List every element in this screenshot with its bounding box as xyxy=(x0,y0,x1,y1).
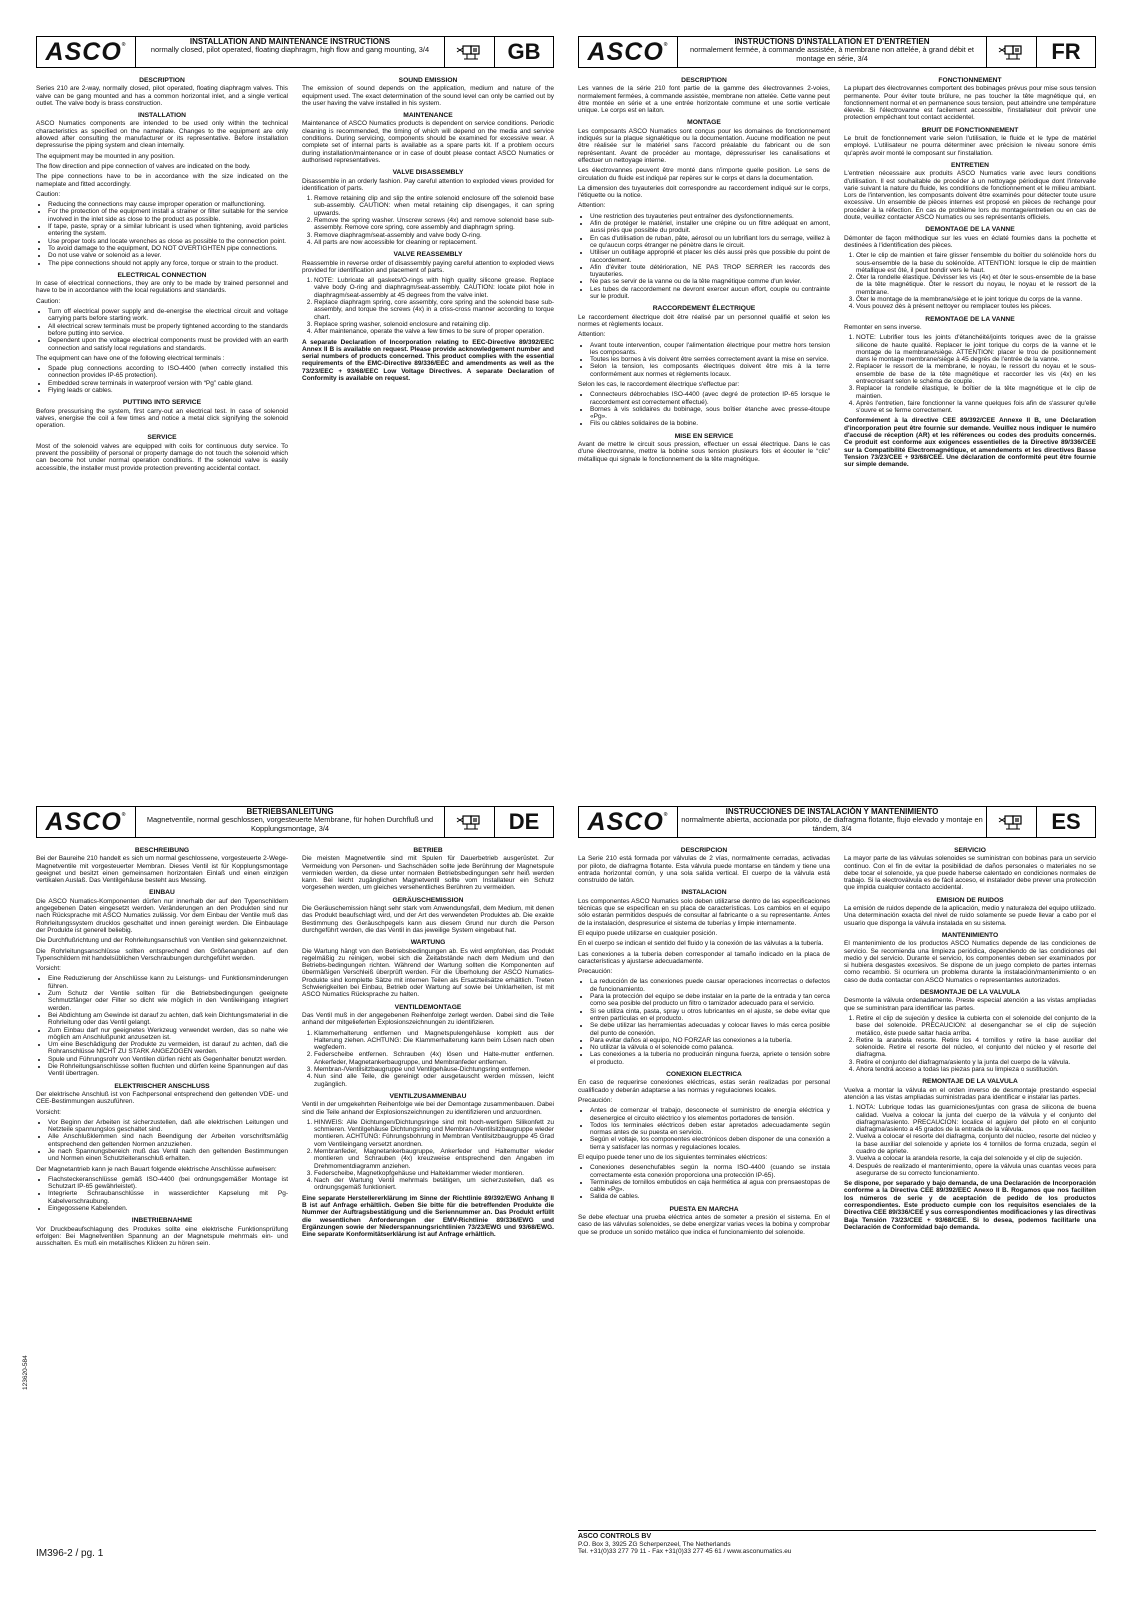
paragraph: Before pressurising the system, first carry-out an electrical test. In case of solenoid valves, energise the coil a few times and notice a metal click signifying the solenoid operation. xyxy=(36,407,288,430)
paragraph: Die Durchflußrichtung und der Rohrleitungsanschluß von Ventilen sind gekennzeichnet. xyxy=(36,937,288,945)
column-left xyxy=(36,842,288,1251)
list-item: 2. Replace diaphragm spring, core assembly, core spring and the solenoid base sub-assembly, and torque the screws (4x) in a criss-cross manner according to torque chart. xyxy=(314,299,554,321)
footer-company: ASCO CONTROLS BV xyxy=(578,1533,652,1540)
paragraph: Attention: xyxy=(578,202,606,210)
paragraph: Most of the solenoid valves are equipped with coils for continuous duty service. To prevent the possibility of personal or property damage do not touch the solenoid which can become hot under normal operation conditions. If the solenoid valve is easily accessible, the installer must provide protection preventing accidental contact. xyxy=(36,442,288,472)
declaration-text: Eine separate Herstellererklärung im Sinne der Richtlinie 89/392/EWG Anhang II B ist auf Anfrage erhältlich. Geben Sie bitte für die betreffenden Produkte die Nummer der Auftragsbestätigung und die Seriennummer an. Das Produkt erfüllt die wesentlichen Anforderungen der EMV-Richtlinie 89/336/EWG und Ergänzungen sowie der Niederspannungsrichtlinien 73/23/EWG und 93/68/EWG. Eine separate Konformitätserklärung ist auf Anfrage erhältlich. xyxy=(302,1194,554,1239)
paragraph: En el cuerpo se indican el sentido del fluido y la conexión de las válvulas a la tubería. xyxy=(578,940,824,948)
paragraph: Caution: xyxy=(36,297,61,305)
list-item: • Si se utiliza cinta, pasta, spray u otros lubricantes en el ajuste, se debe evitar que entren partículas en el producto. xyxy=(590,1008,830,1023)
list-item: 1. NOTE: Lubricate all gaskets/O-rings with high quality silicone grease. Replace valve body O-ring and diaphragm/seat-assembly. CAUTION: locate pilot hole in diaphragm/seat-assembly at 45 degrees from the valve inlet. xyxy=(314,277,554,299)
list-item: 2. Remove the spring washer. Unscrew screws (4x) and remove solenoid base sub-assembly. Remove core spring, core assembly and diaphragm spring. xyxy=(314,217,554,232)
text-columns xyxy=(578,72,1096,472)
list-item: • Zum Schutz der Ventile sollten für die Betriebsbedingungen geeignete Schmutzfänger oder Filter so dicht wie möglich in den Ventileingang integriert werden. xyxy=(48,990,288,1012)
section-heading: EMISION DE RUIDOS xyxy=(936,896,1004,904)
text-columns xyxy=(578,842,1096,1239)
list-item: 1. Retire el clip de sujeción y deslice la cubierta con el solenoide del conjunto de la base del solenoide. PRECAUCION: al desenganchar se el clip de sujeción metálico, éste puede saltar hacia arriba. xyxy=(856,1015,1096,1037)
paragraph: Vorsicht: xyxy=(36,965,61,973)
paragraph: El mantenimiento de los productos ASCO Numatics depende de las condiciones de servicio. Se recomienda una limpieza periódica, dependiendo de las condiciones del medio y del servicio. Durante el servicio, los componentes deben ser examinados por si hubiera desgastes excesivos. Se dispone de un juego completo de partes internas como recambio. Si ocurriera un problema durante la instalación/mantenimiento o en caso de duda contactar con ASCO Numatics o representantes autorizados. xyxy=(844,940,1096,984)
bullet-list xyxy=(578,1164,830,1200)
numbered-list xyxy=(844,1015,1096,1073)
paragraph: La plupart des électrovannes comportent des bobinages prévus pour mise sous tension permanente. Pour éviter toute brûlure, ne pas toucher la tête magnétique qui, en fonctionnement normal et en permanence sous tension, peut atteindre une température élevée. Si l'électrovanne est facilement accessible, l'installateur doit prévoir une protection empêchant tout contact accidentel. xyxy=(844,85,1096,122)
paragraph: Démonter de façon méthodique sur les vues en éclaté fournies dans la pochette et destinées à l'identification des pièces. xyxy=(844,234,1096,249)
list-item: • Se debe utilizar las herramientas adecuadas y colocar llaves lo más cerca posible del punto de conexión. xyxy=(590,1022,830,1037)
header-bar xyxy=(578,806,1096,838)
section-heading: EINBAU xyxy=(149,889,175,897)
list-item: • Um eine Beschädigung der Produkte zu vermeiden, ist darauf zu achten, daß die Rohranschlüsse NICHT ZU STARK ANGEZOGEN werden. xyxy=(48,1041,288,1056)
bullet-list xyxy=(36,308,288,352)
subtitle-text: normalement fermée, à commande assistée, à membrane non attelée, à grand débit et montage en série, 3/4 xyxy=(690,45,974,63)
paragraph: ASCO Numatics components are intended to be used only within the technical characteristics as specified on the nameplate. Changes to the equipment are only allowed after consulting the manufacturer or its representative. Before installation depressurise the piping system and clean internally. xyxy=(36,120,288,150)
list-item: 3. Replace spring washer, solenoid enclosure and retaining clip. xyxy=(314,321,554,328)
language-code: ES xyxy=(1036,807,1095,837)
list-item: • Spade plug connections according to ISO-4400 (when correctly installed this connection provides IP-65 protection). xyxy=(48,365,288,380)
section-heading: ELEKTRISCHER ANSCHLUSS xyxy=(114,1082,210,1090)
paragraph: Los componentes ASCO Numatics solo deben utilizarse dentro de las especificaciones técnicas que se especifican en su placa de características. Los cambios en el equipo sólo estarán permitidos después de consultar al fabricante o a su representante. Antes de la instalación, despresurice el sistema de tuberías y limpie internamente. xyxy=(578,897,830,927)
title-text: INSTALLATION AND MAINTENANCE INSTRUCTIONS xyxy=(189,37,391,46)
list-item: 4. Ahora tendrá acceso a todas las piezas para su limpieza o sustitución. xyxy=(856,1066,1096,1073)
quadrant-english xyxy=(36,36,554,475)
list-item: • Alle Anschlußklemmen sind nach Beendigung der Arbeiten vorschriftsmäßig entsprechend den geltenden Normen anzuziehen. xyxy=(48,1133,288,1148)
numbered-list xyxy=(844,1104,1096,1177)
asco-logo xyxy=(37,37,136,67)
list-item: • Terminales de tornillos embutidos en caja hermética al agua con prensaestopas de cable «Pg». xyxy=(590,1179,830,1194)
numbered-list xyxy=(302,1119,554,1192)
quadrant-french xyxy=(578,36,1096,472)
paragraph: The equipment may be mounted in any position. xyxy=(36,152,175,160)
list-item: 3. Retire el conjunto del diafragma/asiento y la junta del cuerpo de la válvula. xyxy=(856,1059,1096,1066)
paragraph: La emisión de ruidos depende de la aplicación, medio y naturaleza del equipo utilizado. Una determinación exacta del nivel de ruido solamente se puede llevar a cabo por el usuario que disponga la válvula instalada en su sistema. xyxy=(844,905,1096,927)
quadrant-spanish xyxy=(578,806,1096,1239)
column-right xyxy=(844,72,1096,472)
logo-text: ASCO xyxy=(45,807,122,836)
list-item: 4. Nun sind alle Teile, die gereinigt oder ausgetauscht werden müssen, leicht zugänglich. xyxy=(314,1073,554,1088)
paragraph: La dimension des tuyauteries doit correspondre au raccordement indiqué sur le corps, l'étiquette ou la notice. xyxy=(578,184,830,200)
paragraph: Vorsicht: xyxy=(36,1108,61,1116)
list-item: 1. Oter le clip de maintien et faire glisser l'ensemble du boîtier du solénoïde hors du sous-ensemble de la base du solénoïde. ATTENTION: lorsque le clip de maintien métallique est ôté, il peut bondir vers le haut. xyxy=(856,252,1096,274)
paragraph: Reassemble in reverse order of disassembly paying careful attention to exploded views provided for identification and placement of parts. xyxy=(302,259,554,274)
list-item: • Flying leads or cables. xyxy=(48,387,288,394)
paragraph: La Serie 210 está formada por válvulas de 2 vías, normalmente cerradas, activadas por piloto, de diafragma flotante. Esta válvula puede montarse en tándem y tiene una entrada horizontal común, y una sola salida vertical. El cuerpo de la válvula está construido de latón. xyxy=(578,855,830,885)
paragraph: Die ASCO Numatics-Komponenten dürfen nur innerhalb der auf den Typenschildern angegebenen Daten eingesetzt werden. Veränderungen an den Produkten sind nur nach Rücksprache mit ASCO Numatics zulässig. Vor dem Einbau der Ventile muß das Rohrleitungssystem drucklos geschaltet und innen gereinigt werden. Die Einbaulage der Produkte ist generell beliebig. xyxy=(36,897,288,934)
numbered-list xyxy=(844,334,1096,414)
paragraph: Les électrovannes peuvent être monté dans n'importe quelle position. Le sens de circulation du fluide est indiqué par repères sur le corps et dans la documentation. xyxy=(578,167,830,182)
logo-text: ASCO xyxy=(45,37,122,66)
section-heading: DEMONTAGE DE LA VANNE xyxy=(925,226,1015,234)
list-item: • All electrical screw terminals must be properly tightened according to the standards before putting into service. xyxy=(48,323,288,338)
paragraph: Die Geräuschemission hängt sehr stark vom Anwendungsfall, dem Medium, mit denen das Produkt beaufschlagt wird, und der Art des verwendeten Produktes ab. Die exakte Bestimmung des Geräuschpegels kann aus diesem Grund nur durch die Person durchgeführt werden, die das Ventil in das jeweilige System eingebaut hat. xyxy=(302,905,554,934)
list-item: 4. Après l'entretien, faire fonctionner la vanne quelques fois afin de s'assurer qu'elle s'ouvre et se ferme correctement. xyxy=(856,400,1096,415)
section-heading: ENTRETIEN xyxy=(951,161,989,169)
numbered-list xyxy=(302,195,554,246)
list-item: • Eingegossene Kabelenden. xyxy=(48,1205,288,1212)
section-heading: WARTUNG xyxy=(410,939,446,947)
bullet-list xyxy=(36,1176,288,1212)
section-heading: DESCRIPCION xyxy=(680,847,728,854)
bullet-list xyxy=(36,365,288,394)
language-code: GB xyxy=(494,37,553,67)
section-heading: VENTILZUSAMMENBAU xyxy=(389,1092,467,1100)
paragraph: In case of electrical connections, they are only to be made by trained personnel and have to be in accordance with the local regulations and standards. xyxy=(36,280,288,295)
list-item: 4. Vous pouvez dès à présent nettoyer ou remplacer toutes les pièces. xyxy=(856,303,1096,310)
bullet-list xyxy=(578,391,830,427)
list-item: 2. Vuelva a colocar el resorte del diafragma, conjunto del núcleo, resorte del núcleo y la base auxiliar del solenoide y apriete los 4 tornillos de forma cruzada, según el cuadro de apriete. xyxy=(856,1133,1096,1155)
section-heading: BESCHREIBUNG xyxy=(134,847,190,854)
list-item: • Connecteurs débrochables ISO-4400 (avec degré de protection IP-65 lorsque le raccordement est correctement effectué). xyxy=(590,391,830,406)
section-heading: GERÄUSCHEMISSION xyxy=(392,896,464,904)
list-item: • Para evitar daños al equipo, NO FORZAR las conexiones a la tubería. xyxy=(590,1037,830,1044)
paragraph: Disassemble in an orderly fashion. Pay careful attention to exploded views provided for identification of parts. xyxy=(302,177,554,192)
section-heading: DESMONTAJE DE LA VALVULA xyxy=(919,989,1021,997)
paragraph: Attention: xyxy=(578,331,606,339)
paragraph: El equipo puede tener uno de los siguientes terminales eléctricos: xyxy=(578,1153,768,1161)
section-heading: SERVICIO xyxy=(954,847,986,854)
numbered-list xyxy=(302,1030,554,1088)
paragraph: Le raccordement électrique doit être réalisé par un personnel qualifié et selon les normes et règlements locaux. xyxy=(578,313,830,328)
paragraph: Series 210 are 2-way, normally closed, pilot operated, floating diaphragm valves. This valve can be gang mounted and has a common horizontal inlet, and a single vertical outlet. The valve body is brass construction. xyxy=(36,85,288,107)
section-heading: INSTALLATION xyxy=(137,112,187,120)
list-item: • Une restriction des tuyauteries peut entraîner des dysfonctionnements. xyxy=(590,213,830,220)
valve-symbol-icon xyxy=(986,37,1035,67)
list-item: 4. All parts are now accessible for cleaning or replacement. xyxy=(314,239,554,246)
list-item: • En cas d'utilisation de ruban, pâte, aérosol ou un lubrifiant lors du serrage, veillez à ce qu'aucun corps étranger ne pénètre dans le circuit. xyxy=(590,235,830,250)
list-item: 1. NOTE: Lubrifier tous les joints d'étanchéité/joints toriques avec de la graisse silicone de haute qualité. Replacer le joint torique du corps de la vanne et le montage de la membrane/siège. ATTENTION: placer le trou de positionnement dans le montage membrane/siège à 45 degrés de l'entrée de la vanne. xyxy=(856,334,1096,363)
bullet-list xyxy=(578,978,830,1066)
paragraph: Selon les cas, le raccordement électrique s'effectue par: xyxy=(578,380,740,388)
section-heading: MAINTENANCE xyxy=(403,112,453,120)
declaration-text: A separate Declaration of Incorporation relating to EEC-Directive 89/392/EEC Annex II B is available on request. Please provide acknowledgement number and serial numbers of products concerned. This product complies with the essential requirements of the EMC-Directive 89/336/EEC and amendments as well as the 73/23/EEC + 93/68/EEC Low Voltage Directives. A separate Declaration of Conformity is available on request. xyxy=(302,338,554,382)
header-bar xyxy=(578,36,1096,68)
list-item: • Avant toute intervention, couper l'alimentation électrique pour mettre hors tension les composants. xyxy=(590,342,830,357)
paragraph: Precaución: xyxy=(578,1096,613,1104)
bullet-list xyxy=(36,201,288,267)
section-heading: BETRIEB xyxy=(413,847,443,854)
header-bar xyxy=(36,806,554,838)
paragraph: En caso de requerirse conexiones eléctricas, estas serán realizadas por personal cualificado y deberán adaptarse a las normas y regulaciones locales. xyxy=(578,1079,830,1094)
section-heading: PUESTA EN MARCHA xyxy=(669,1205,739,1213)
paragraph: The equipment can have one of the following electrical terminals : xyxy=(36,354,225,362)
list-item: • Turn off electrical power supply and de-energise the electrical circuit and voltage carrying parts before starting work. xyxy=(48,308,288,323)
section-heading: MISE EN SERVICE xyxy=(674,432,734,440)
paragraph: Der Magnetantrieb kann je nach Bauart folgende elektrische Anschlüsse aufweisen: xyxy=(36,1165,277,1173)
list-item: • To avoid damage to the equipment, DO NOT OVERTIGHTEN pipe connections. xyxy=(48,245,288,252)
paragraph: L'entretien nécessaire aux produits ASCO Numatics varie avec leurs conditions d'utilisation. Il est souhaitable de procéder à un nettoyage périodique dont l'intervalle varie suivant la nature du fluide, les conditions de fonctionnement et le milieu ambiant. Lors de l'intervention, les composants doivent être examinés pour détecter toute usure excessive. Un ensemble de pièces internes est proposé en pièces de rechange pour procéder à la réfection. En cas de problème lors du montage/entretien ou en cas de doute, veuillez contacter ASCO Numatics ou ses représentants officiels. xyxy=(844,170,1096,222)
list-item: • Ne pas se servir de la vanne ou de la tête magnétique comme d'un levier. xyxy=(590,278,830,285)
section-heading: SOUND EMISSION xyxy=(398,77,458,84)
paragraph: Vuelva a montar la válvula en el orden inverso de desmontaje prestando especial atención a las vistas ampliadas suministradas para identificar e instalar las partes. xyxy=(844,1086,1096,1101)
list-item: 3. Membran-/Ventilsitzbaugruppe und Ventilgehäuse-Dichtungsring entfernen. xyxy=(314,1066,554,1073)
list-item: • Conexiones desenchufables según la norma ISO-4400 (cuando se instala correctamente esta conexión proporciona una protección IP-65). xyxy=(590,1164,830,1179)
column-right xyxy=(844,842,1096,1239)
column-right xyxy=(302,842,554,1251)
list-item: 2. Ôter la rondelle élastique. Dévisser les vis (4x) et ôter le sous-ensemble de la base de la tête magnétique. Ôter le ressort du noyau, le noyau et le ressort de la membrane. xyxy=(856,274,1096,296)
list-item: 4. After maintenance, operate the valve a few times to be sure of proper operation. xyxy=(314,328,554,335)
list-item: 1. NOTA: Lubrique todas las guarniciones/juntas con grasa de silicona de buena calidad. Vuelva a colocar la junta del cuerpo de la válvula y el conjunto del diafragma/asiento. PRECAUCION: localice el agujero del piloto en el conjunto diafragma/asiento a 45 grados de la entrada de la válvula. xyxy=(856,1104,1096,1133)
section-heading: PUTTING INTO SERVICE xyxy=(122,399,202,407)
valve-symbol-icon xyxy=(986,807,1035,837)
paragraph: Les vannes de la série 210 font partie de la gamme des électrovannes 2-voies, normalement fermées, à commande assistée, membrane non attelée. Cette vanne peut être montée en série et a une entrée horizontale commune et une sortie verticale unique. Le corps est en laiton. xyxy=(578,85,830,115)
trademark-icon: ® xyxy=(663,42,669,48)
column-right xyxy=(302,72,554,475)
text-columns xyxy=(36,72,554,475)
language-code: FR xyxy=(1036,37,1095,67)
list-item: • Utiliser un outillage approprié et placer les clés aussi près que possible du point de raccordement. xyxy=(590,249,830,264)
list-item: • Para la protección del equipo se debe instalar en la parte de la entrada y tan cerca como sea posible del producto un filtro o tamizador adecuado para el servicio. xyxy=(590,993,830,1008)
declaration-text: Conformément à la directive CEE 89/392/CEE Annexe II B, une Déclaration d'incorporation peut être fournie sur demande. Veuillez nous indiquer le numéro d'accusé de réception (AR) et les références ou codes des produits concernés. Ce produit est conforme aux exigences essentielles de la Directive 89/336/CEE sur la Compatibilité Electromagnétique, et amendements et les directives Basse Tension 73/23/CEE + 93/68/CEE. Une déclaration de conformité peut être fournie sur simple demande. xyxy=(844,417,1096,469)
list-item: • Do not use valve or solenoid as a lever. xyxy=(48,252,288,259)
subtitle-text: Magnetventile, normal geschlossen, vorgesteuerte Membrane, für hohen Durchfluß und Kopplungsmontage, 3/4 xyxy=(146,815,434,833)
list-item: • Toutes les bornes à vis doivent être serrées correctement avant la mise en service. xyxy=(590,356,830,363)
title-text: BETRIEBSANLEITUNG xyxy=(246,807,334,816)
paragraph: Maintenance of ASCO Numatics products is dependent on service conditions. Periodic cleaning is recommended, the timing of which will depend on the media and service conditions. During servicing, components should be examined for excessive wear. A complete set of internal parts is available as a spare parts kit. If a problem occurs during installation/maintenance or in case of doubt please contact ASCO Numatics or authorised representatives. xyxy=(302,120,554,164)
numbered-list xyxy=(302,277,554,335)
list-item: • Fils ou câbles solidaires de la bobine. xyxy=(590,420,830,427)
subtitle-text: normalmente abierta, accionada por piloto, de diafragma flotante, flujo elevado y montaje en tándem, 3/4 xyxy=(681,815,983,833)
list-item: 3. Replacer la rondelle élastique, le boîtier de la tête magnétique et le clip de maintien. xyxy=(856,385,1096,400)
list-item: • Afin d'éviter toute détérioration, NE PAS TROP SERRER les raccords des tuyauteries. xyxy=(590,264,830,279)
list-item: • Las conexiones a la tubería no producirán ninguna fuerza, apriete o tensión sobre el producto. xyxy=(590,1051,830,1066)
paragraph: La mayor parte de las válvulas solenoides se suministran con bobinas para un servicio continuo. Con el fin de evitar la posibilidad de daños personales o materiales no se debe tocar el solenoide, ya que puede haberse calentado en condiciones normales de trabajo. Si la electroválvula es de fácil acceso, el instalador debe prever una protección que impida cualquier contacto accidental. xyxy=(844,855,1096,892)
list-item: • Je nach Spannungsbereich muß das Ventil nach den geltenden Bestimmungen und Normen einen Schutzleiteranschluß erhalten. xyxy=(48,1148,288,1163)
trademark-icon: ® xyxy=(663,812,669,818)
list-item: • La reducción de las conexiones puede causar operaciones incorrectas o defectos de funcionamiento. xyxy=(590,978,830,993)
page-number: IM396-2 / pg. 1 xyxy=(36,1548,104,1559)
section-heading: ELECTRICAL CONNECTION xyxy=(117,271,207,279)
list-item: • Todos los terminales eléctricos deben estar apretados adecuadamente según normas antes de su puesta en servicio. xyxy=(590,1122,830,1137)
bullet-list xyxy=(578,342,830,378)
paragraph: The flow direction and pipe connection of valves are indicated on the body. xyxy=(36,162,251,170)
list-item: • Vor Beginn der Arbeiten ist sicherzustellen, daß alle elektrischen Leitungen und Netzteile spannungslos geschaltet sind. xyxy=(48,1119,288,1134)
paragraph: Die Rohrleitungsanschlüsse sollten entsprechend den Größenangaben auf den Typenschildern mit handelsüblichen Verschraubungen durchgeführt werden. xyxy=(36,947,288,962)
list-item: • No utilizar la válvula o el solenoide como palanca. xyxy=(590,1044,830,1051)
paragraph: Vor Druckbeaufschlagung des Produkes sollte eine elektrische Funktionsprüfung erfolgen: Bei Magnetventilen Spannung an der Magnetspule mehrmals ein- und ausschalten. Es muß ein metallisches Klicken zu hören sein. xyxy=(36,1225,288,1248)
section-heading: MANTENIMIENTO xyxy=(941,931,999,939)
list-item: 3. Federscheibe, Magnetkopfgehäuse und Halteklammer wieder montieren. xyxy=(314,1170,554,1177)
document-code: 123620-584 xyxy=(22,1355,29,1390)
paragraph: Ventil in der umgekehrten Reihenfolge wie bei der Demontage zusammenbauen. Dabei sind die Teile anhand der Explosionszeichnungen zu identifizieren und anzuordnen. xyxy=(302,1101,554,1116)
asco-logo xyxy=(37,807,136,837)
bullet-list xyxy=(36,975,288,1077)
list-item: 1. Remove retaining clip and slip the entire solenoid enclosure off the solenoid base sub-assembly. CAUTION: when metal retaining clip disengages, it can spring upwards. xyxy=(314,195,554,217)
bullet-list xyxy=(578,1107,830,1151)
paragraph: The pipe connections have to be in accordance with the size indicated on the nameplate and fitted accordingly. xyxy=(36,173,288,188)
list-item: • Según el voltaje, los componentes electrónicos deben disponer de una conexión a tierra y satisfacer las normas y regulaciones locales. xyxy=(590,1136,830,1151)
column-left xyxy=(578,842,830,1239)
logo-text: ASCO xyxy=(587,807,664,836)
section-heading: DESCRIPTION xyxy=(681,77,727,84)
section-heading: MONTAGE xyxy=(687,119,721,127)
subtitle-text: normally closed, pilot operated, floating diaphragm, high flow and gang mounting, 3/4 xyxy=(150,45,430,55)
section-heading: BRUIT DE FONCTIONNEMENT xyxy=(921,126,1019,134)
company-footer xyxy=(578,1530,1096,1556)
list-item: 3. Vuelva a colocar la arandela resorte, la caja del solenoide y el clip de sujeción. xyxy=(856,1155,1096,1162)
list-item: • Flachsteckeranschlüsse gemäß ISO-4400 (bei ordnungsgemäßer Montage ist Schutzart IP-65 gewährleistet). xyxy=(48,1176,288,1191)
paragraph: Die Wartung hängt von den Betriebsbedingungen ab. Es wird empfohlen, das Produkt regelmäßig zu reinigen, wobei sich die Zeitabstände nach dem Medium und den Betriebs-bedingungen richten. Während der Wartung sollten die Komponenten auf übermäßigen Verschleiß überprüft werden. Für die Überholung der ASCO Numatics-Produkte sind komplette Sätze mit internen Teilen als Ersatzteilsätze erhältlich. Treten Schwierigkeiten bei Einbau, Betrieb oder Wartung auf sowie bei Unklarheiten, ist mit ASCO Numatics Rücksprache zu halten. xyxy=(302,947,554,999)
trademark-icon: ® xyxy=(121,42,127,48)
column-left xyxy=(36,72,288,475)
list-item: • Antes de comenzar el trabajo, desconecte el suministro de energía eléctrica y desenergice el circuito eléctrico y los elementos portadores de tensión. xyxy=(590,1107,830,1122)
numbered-list xyxy=(844,252,1096,310)
bullet-list xyxy=(578,213,830,301)
declaration-text: Se dispone, por separado y bajo demanda, de una Declaración de Incorporación conforme a la Directiva CEE 89/392/EEC Anexo II B. Rogamos que nos faciliten los números de serie y de aceptación de pedido de los productos correspondientes. Este producto cumple con los requisitos esenciales de la Directiva CEE 89/336/CEE y sus correspondientes modificaciones y las directivas Baja Tensión 73/23/CEE + 93/68/CEE. Si lo desea, podemos facilitarle una Declaración de Conformidad bajo demanda. xyxy=(844,1180,1096,1231)
list-item: • Eine Reduzierung der Anschlüsse kann zu Leistungs- und Funktionsminderungen führen. xyxy=(48,975,288,990)
list-item: 4. Nach der Wartung Ventil mehrmals betätigen, um sicherzustellen, daß es ordnungsgemäß funktioniert. xyxy=(314,1177,554,1192)
section-heading: VALVE DISASSEMBLY xyxy=(392,169,464,177)
paragraph: Avant de mettre le circuit sous pression, effectuer un essai électrique. Dans le cas d'une électrovanne, mettre la bobine sous tension plusieurs fois et écouter le “clic” métallique qui signale le fonctionnement de la tête magnétique. xyxy=(578,441,830,463)
list-item: • The pipe connections should not apply any force, torque or strain to the product. xyxy=(48,260,288,267)
text-columns xyxy=(36,842,554,1251)
list-item: • Selon la tension, les composants électriques doivent être mis à la terre conformément aux normes et règlements locaux. xyxy=(590,363,830,378)
list-item: 3. Remove diaphragm/seat-assembly and valve body O-ring. xyxy=(314,232,554,239)
list-item: • Use proper tools and locate wrenches as close as possible to the connection point. xyxy=(48,238,288,245)
paragraph: El equipo puede utilizarse en cualquier posición. xyxy=(578,929,718,937)
header-bar xyxy=(36,36,554,68)
section-heading: FONCTIONNEMENT xyxy=(938,77,1002,84)
section-heading: DESCRIPTION xyxy=(139,77,185,84)
list-item: • Embedded screw terminals in waterproof version with “Pg” cable gland. xyxy=(48,380,288,387)
quadrant-german xyxy=(36,806,554,1251)
paragraph: Das Ventil muß in der angegebenen Reihenfolge zerlegt werden. Dabei sind die Teile anhand der mitgelieferten Explosionszeichnungen zu identifizieren. xyxy=(302,1011,554,1027)
list-item: • Bornes à vis solidaires du bobinage, sous boîtier étanche avec presse-étoupe «Pg». xyxy=(590,406,830,421)
paragraph: Precaución: xyxy=(578,968,613,976)
bullet-list xyxy=(36,1119,288,1163)
paragraph: Die meisten Magnetventile sind mit Spulen für Dauerbetrieb ausgerüstet. Zur Vermeidung von Personen- und Sachschäden sollte jede Berührung der Magnetspule vermieden werden, da diese unter normalen Betriebsbedingungen sehr heiß werden kann. Bei leicht zugänglichen Magnetventil sollte vom Installateur ein Schutz vorgesehen werden, um gleiches versehentliches Berühren zu vermeiden. xyxy=(302,855,554,892)
paragraph: Der elektrische Anschluß ist von Fachpersonal entsprechend den geltenden VDE- und CEE-Bestimmungen auszuführen. xyxy=(36,1090,288,1106)
list-item: 4. Después de realizado el mantenimiento, opere la válvula unas cuantas veces para asegurarse de su correcto funcionamiento. xyxy=(856,1163,1096,1178)
footer-contact: Tel. +31(0)33 277 79 11 - Fax +31(0)33 277 45 61 / www.asconumatics.eu xyxy=(578,1548,792,1556)
section-heading: RACCORDEMENT ÉLECTRIQUE xyxy=(652,305,756,313)
valve-symbol-icon xyxy=(444,807,493,837)
title-text: INSTRUCTIONS D'INSTALLATION ET D'ENTRETIEN xyxy=(734,37,930,46)
header-title xyxy=(137,808,443,833)
asco-logo xyxy=(579,37,678,67)
list-item: • Zum Einbau darf nur geeignetes Werkzeug verwendet werden, das so nahe wie möglich am Anschlußpunkt anzusetzen ist. xyxy=(48,1027,288,1042)
header-title xyxy=(137,38,443,55)
column-left xyxy=(578,72,830,472)
list-item: 1. Klammerhalterung entfernen und Magnetspulengehäuse komplett aus der Halterung ziehen. ACHTUNG: Die Klammerhalterung kann beim Lösen nach oben wegfedern. xyxy=(314,1030,554,1052)
section-heading: INSTALACION xyxy=(681,889,727,897)
header-title xyxy=(679,808,985,833)
list-item: • Afin de protéger le matériel, installer une crépine ou un filtre adéquat en amont, aussi près que possible du produit. xyxy=(590,220,830,235)
list-item: • Dependent upon the voltage electrical components must be provided with an earth connection and satisfy local regulations and standards. xyxy=(48,337,288,352)
list-item: 2. Retire la arandela resorte. Retire los 4 tornillos y retire la base auxiliar del solenoide. Retire el resorte del núcleo, el conjunto del núcleo y el resorte del diafragma. xyxy=(856,1037,1096,1059)
paragraph: Bei der Baureihe 210 handelt es sich um normal geschlossene, vorgesteuerte 2-Wege-Magnetventile mit vorgesteuerter Membran. Dieses Ventil ist für Kopplungsmontage geeignet und besitzt einen gemeinsamen horizontalen Einlaß und einen einzigen vertikalen Auslaß. Das Ventilgehäuse besteht aus Messing. xyxy=(36,855,288,885)
list-item: 2. Membranfeder, Magnetankerbaugruppe, Ankerfeder und Haltemutter wieder montieren und Schrauben (4x) kreuzweise entsprechend den Angaben im Drehmomentdiagramm anziehen. xyxy=(314,1148,554,1170)
language-code: DE xyxy=(494,807,553,837)
list-item: 3. Ôter le montage de la membrane/siège et le joint torique du corps de la vanne. xyxy=(856,296,1096,303)
section-heading: VALVE REASSEMBLY xyxy=(393,251,463,259)
list-item: • Spule und Führungsrohr von Ventilen dürfen nicht als Gegenhalter benutzt werden. xyxy=(48,1056,288,1063)
list-item: • Die Rohrleitungsanschlüsse sollten fluchten und dürfen keine Spannungen auf das Ventil übertragen. xyxy=(48,1063,288,1078)
list-item: • If tape, paste, spray or a similar lubricant is used when tightening, avoid particles entering the system. xyxy=(48,223,288,238)
asco-logo xyxy=(579,807,678,837)
list-item: • Salida de cables. xyxy=(590,1193,830,1200)
logo-text: ASCO xyxy=(587,37,664,66)
paragraph: Caution: xyxy=(36,190,61,198)
section-heading: REMONTAJE DE LA VALVULA xyxy=(922,1078,1018,1086)
title-text: INSTRUCCIONES DE INSTALACIÓN Y MANTENIMIENTO xyxy=(725,807,939,816)
paragraph: Las conexiones a la tubería deben corresponder al tamaño indicado en la placa de características y ajustarse adecuadamente. xyxy=(578,950,830,965)
list-item: 1. HINWEIS: Alle Dichtungen/Dichtungsringe sind mit hoch-wertigem Silikonfett zu schmieren. Ventilgehäuse Dichtungsring und Membran-/Ventilsitzbaugruppe wieder montieren. ACHTUNG: Führungsbohrung in Membran Ventilsitzbaugruppe 45 Grad vom Ventileingang versetzt anordnen. xyxy=(314,1119,554,1148)
paragraph: Remonter en sens inverse. xyxy=(844,323,922,331)
footer-address: P.O. Box 3, 3925 ZG Scherpenzeel, The Netherlands xyxy=(578,1540,731,1548)
list-item: 2. Replacer le ressort de la membrane, le noyau, le ressort du noyau et le sous-ensemble de base de la tête magnétique et raccorder les vis (4x) en les entrecroisant selon le schéma de couple. xyxy=(856,363,1096,385)
section-heading: SERVICE xyxy=(147,434,177,442)
list-item: • Les tubes de raccordement ne devront exercer aucun effort, couple ou contrainte sur le produit. xyxy=(590,286,830,301)
list-item: • Integrierte Schraubanschlüsse in wasserdichter Kapselung mit Pg-Kabelverschraubung. xyxy=(48,1190,288,1205)
paragraph: Le bruit de fonctionnement varie selon l'utilisation, le fluide et le type de matériel employé. L'utilisateur ne pourra déterminer avec précision le niveau sonore émis qu'après avoir monté le composant sur l'installation. xyxy=(844,135,1096,157)
list-item: 2. Federscheibe entfernen. Schrauben (4x) lösen und Halte-mutter entfernen. Ankerfeder, Magnetankerbaugruppe, und Membranfeder entfernen. xyxy=(314,1051,554,1066)
list-item: • Bei Abdichtung am Gewinde ist darauf zu achten, daß kein Dichtungsmaterial in die Rohrleitung oder das Ventil gelangt. xyxy=(48,1012,288,1027)
paragraph: Desmonte la válvula ordenadamente. Preste especial atención a las vistas ampliadas que se suministran para identificar las partes. xyxy=(844,997,1096,1012)
list-item: • For the protection of the equipment install a strainer or filter suitable for the service involved in the inlet side as close to the product as possible. xyxy=(48,208,288,223)
list-item: • Reducing the connections may cause improper operation or malfunctioning. xyxy=(48,201,288,208)
trademark-icon: ® xyxy=(121,812,127,818)
paragraph: The emission of sound depends on the application, medium and nature of the equipment used. The exact determination of the sound level can only be carried out by the user having the valve installed in his system. xyxy=(302,85,554,107)
paragraph: Les composants ASCO Numatics sont conçus pour les domaines de fonctionnement indiqués sur la plaque signalétique ou la documentation. Aucune modification ne peut être réalisée sur le matériel sans l'accord préalable du fabricant ou de son représentant. Avant de procéder au montage, dépressuriser les canalisations et effectuer un nettoyage interne. xyxy=(578,127,830,164)
header-title xyxy=(679,38,985,63)
section-heading: REMONTAGE DE LA VANNE xyxy=(925,315,1015,323)
section-heading: INBETRIEBNAHME xyxy=(131,1217,193,1225)
section-heading: CONEXION ELECTRICA xyxy=(666,1071,742,1079)
paragraph: Se debe efectuar una prueba eléctrica antes de someter a presión el sistema. En el caso de las válvulas solenoides, se debe energizar varias veces la bobina y comprobar que se produce un sonido metálico que indica el funcionamiento del solenoide. xyxy=(578,1214,830,1236)
valve-symbol-icon xyxy=(444,37,493,67)
section-heading: VENTILDEMONTAGE xyxy=(394,1003,462,1011)
